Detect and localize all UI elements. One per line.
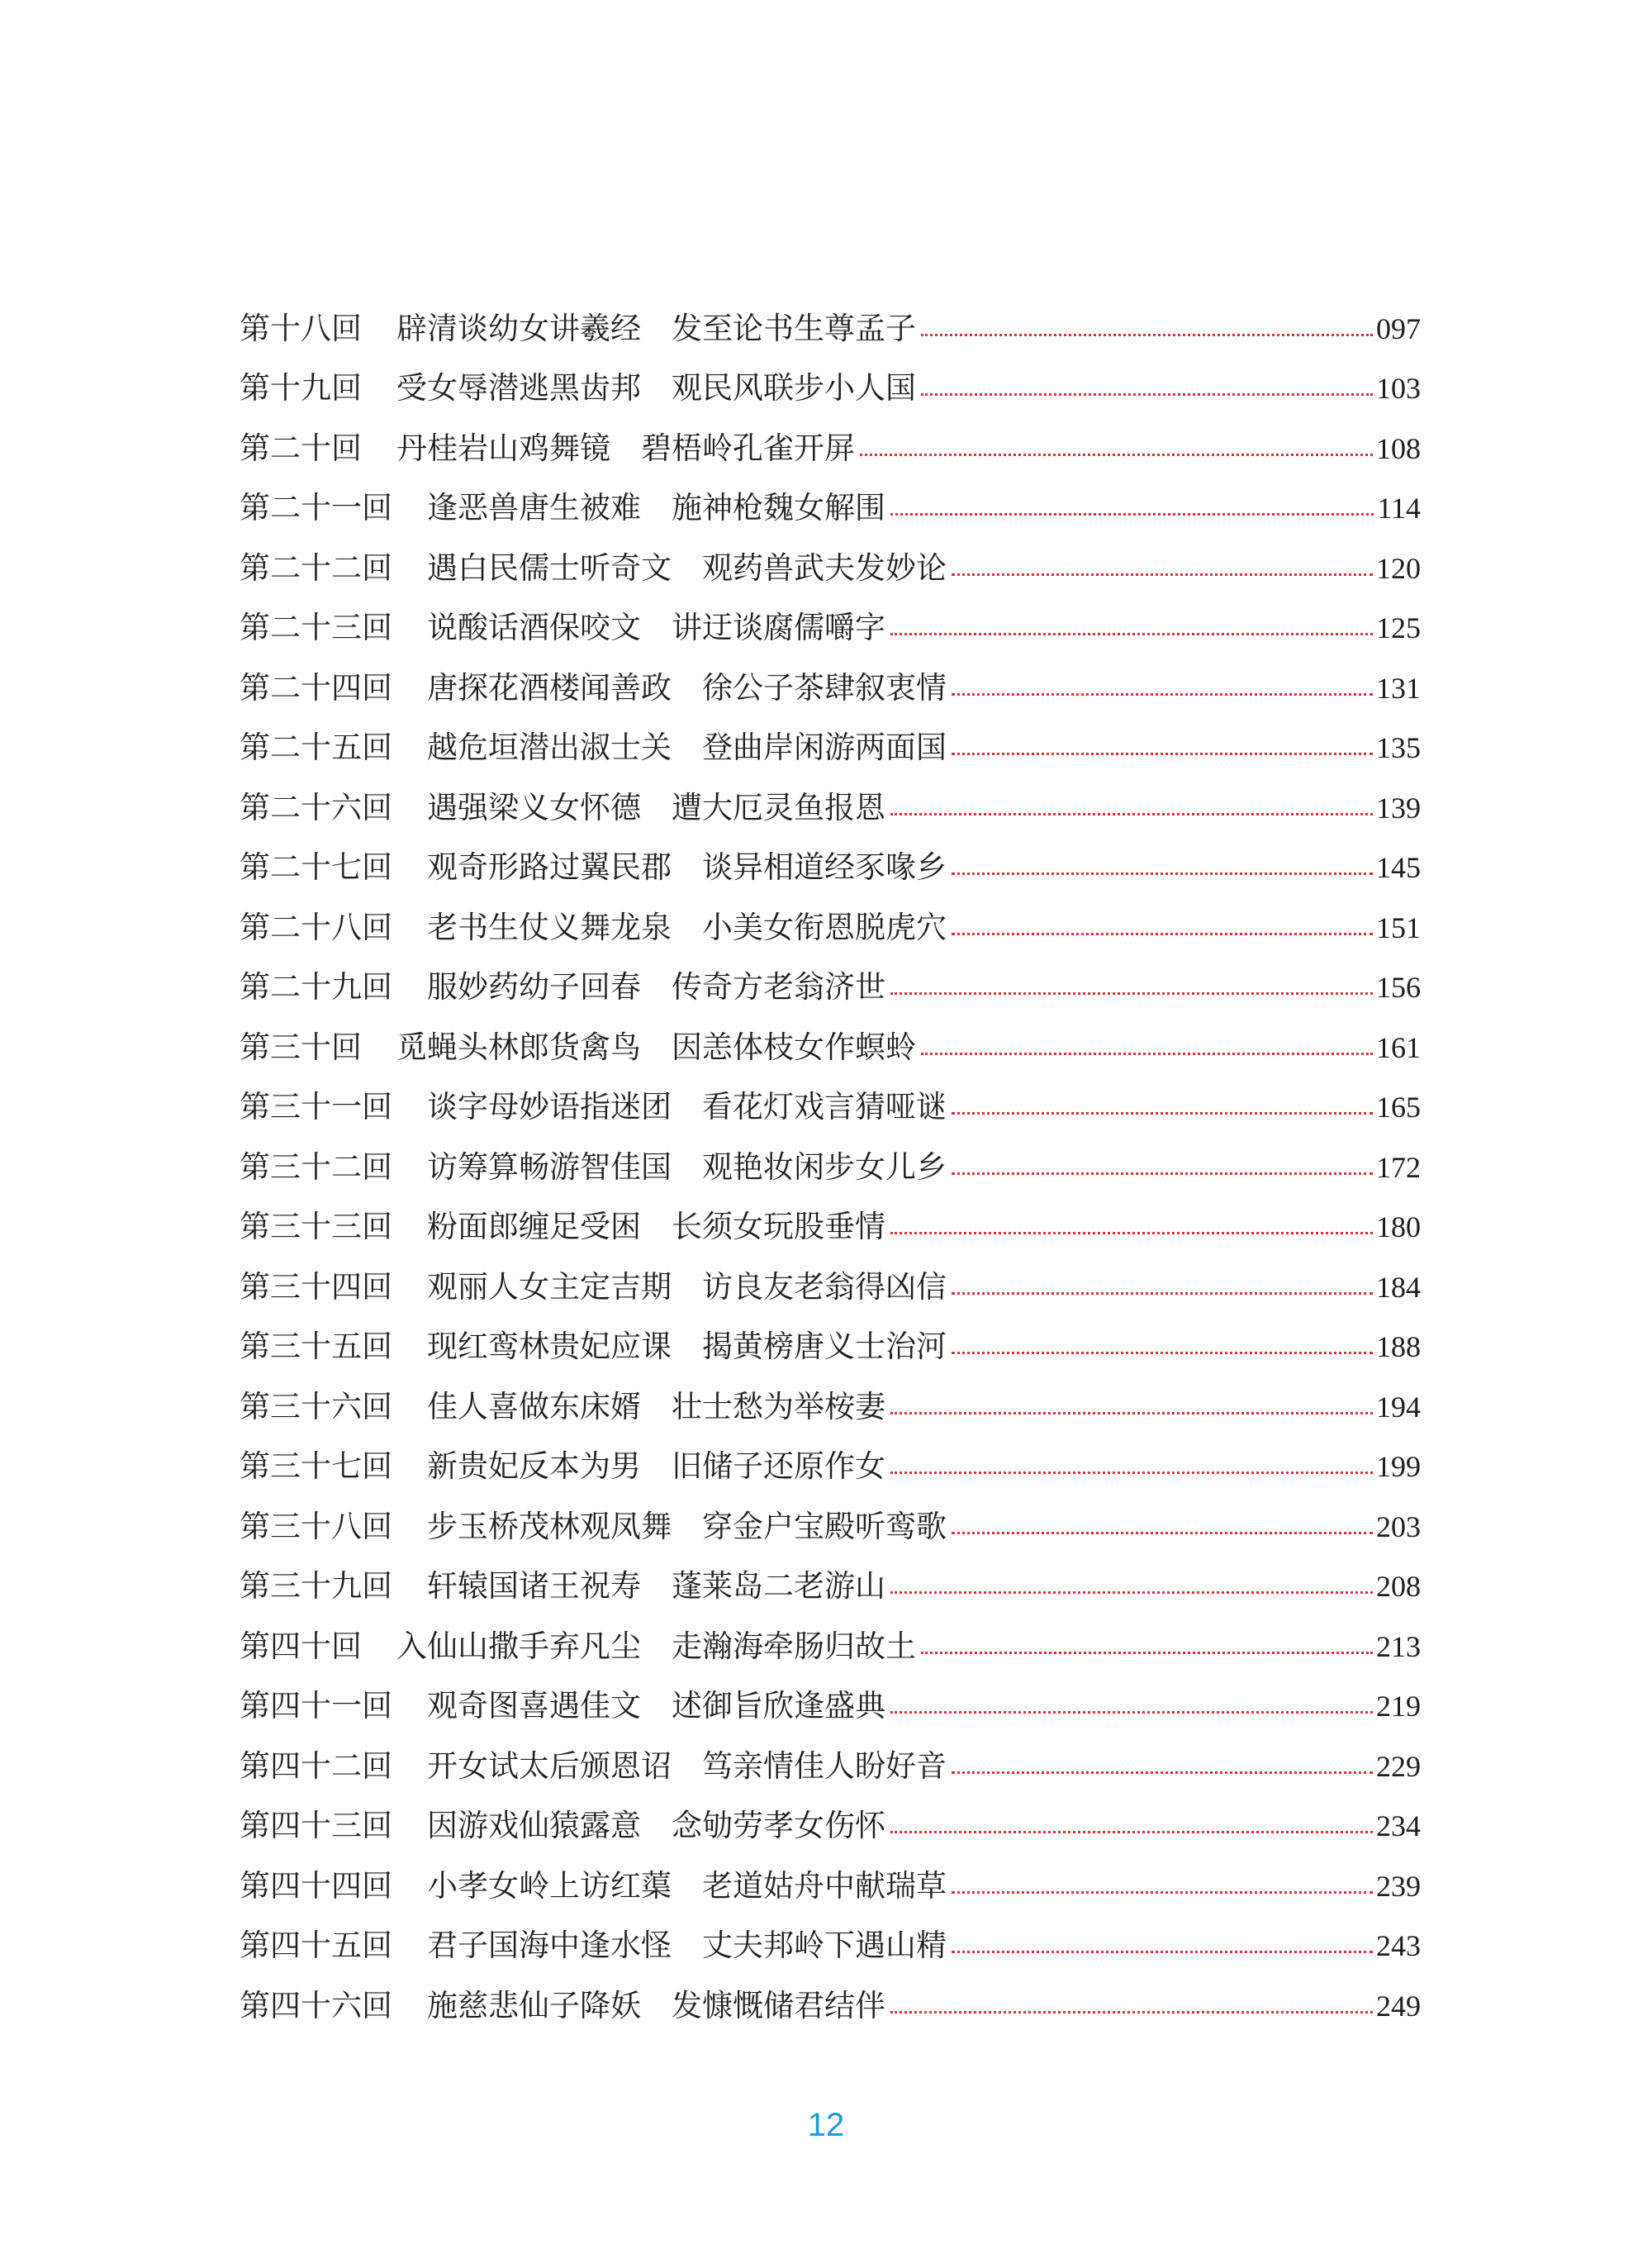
page-reference: 161 (1376, 1030, 1421, 1064)
dot-leader (890, 1412, 1373, 1414)
page-reference: 243 (1376, 1929, 1421, 1962)
toc-entry (240, 1601, 1421, 1662)
page-reference: 188 (1376, 1330, 1421, 1363)
toc-entry (240, 1721, 1421, 1784)
page-reference: 172 (1376, 1150, 1421, 1184)
chapter-number: 第三十八回 (240, 1508, 392, 1544)
page-reference: 234 (1376, 1809, 1421, 1842)
chapter-number: 第三十七回 (240, 1448, 392, 1484)
page-number: 12 (807, 2107, 845, 2143)
chapter-title: 丹桂岩山鸡舞镜 碧梧岭孔雀开屏 (396, 430, 855, 466)
chapter-number: 第二十三回 (240, 610, 392, 645)
page-reference: 180 (1376, 1210, 1421, 1243)
page-reference: 184 (1376, 1270, 1421, 1304)
toc-entry (240, 403, 1421, 464)
chapter-title: 老书生仗义舞龙泉 小美女衔恩脱虎穴 (427, 909, 947, 945)
chapter-title: 谈字母妙语指迷团 看花灯戏言猜哑谜 (427, 1089, 947, 1124)
page-reference: 208 (1376, 1570, 1421, 1603)
toc-entry (240, 1901, 1421, 1961)
dot-leader (921, 334, 1373, 336)
dot-leader (952, 1891, 1373, 1894)
page-reference: 151 (1376, 910, 1421, 944)
page-reference: 219 (1376, 1690, 1421, 1723)
dot-leader (952, 1532, 1373, 1534)
toc-entry (240, 1542, 1421, 1602)
chapter-title: 辟清谈幼女讲羲经 发至论书生尊孟子 (396, 310, 916, 346)
dot-leader (890, 1591, 1373, 1594)
dot-leader (921, 1652, 1373, 1654)
chapter-number: 第二十四回 (240, 669, 392, 706)
toc-entry (240, 943, 1421, 1003)
chapter-title: 现红鸾林贵妃应课 揭黄榜唐义士治河 (427, 1329, 947, 1364)
chapter-title: 新贵妃反本为男 旧储子还原作女 (427, 1448, 885, 1484)
page-reference: 135 (1376, 731, 1421, 764)
dot-leader (890, 2011, 1373, 2013)
chapter-number: 第十九回 (240, 370, 362, 406)
dot-leader (921, 393, 1373, 396)
dot-leader (890, 1471, 1373, 1474)
page-reference: 239 (1376, 1869, 1421, 1903)
chapter-title: 觅蝇头林郎货禽鸟 因恙体枝女作螟蛉 (396, 1029, 916, 1065)
chapter-number: 第三十五回 (240, 1329, 392, 1364)
toc-entry (240, 1781, 1421, 1842)
dot-leader (890, 813, 1373, 815)
chapter-title: 遇强梁义女怀德 遭大厄灵鱼报恩 (427, 789, 885, 825)
page-reference: 194 (1376, 1390, 1421, 1424)
page-reference: 108 (1376, 431, 1421, 465)
page-reference: 139 (1376, 791, 1421, 825)
page-reference: 165 (1376, 1091, 1421, 1124)
dot-leader (952, 1771, 1373, 1774)
page-reference: 114 (1377, 492, 1421, 525)
dot-leader (890, 992, 1373, 995)
toc-entry (240, 882, 1421, 943)
toc-entry (240, 583, 1421, 644)
chapter-title: 观奇形路过翼民郡 谈异相道经豕喙乡 (427, 849, 947, 885)
chapter-number: 第四十一回 (240, 1688, 392, 1723)
toc-entry (240, 1841, 1421, 1904)
dot-leader (890, 513, 1374, 516)
dot-leader (890, 1232, 1373, 1234)
chapter-number: 第二十九回 (240, 969, 392, 1005)
dot-leader (921, 1053, 1373, 1055)
chapter-number: 第二十八回 (240, 909, 392, 945)
chapter-number: 第三十三回 (240, 1209, 392, 1244)
chapter-number: 第四十回 (240, 1628, 362, 1664)
chapter-title: 观奇图喜遇佳文 述御旨欣逢盛典 (427, 1688, 885, 1723)
page-reference: 213 (1376, 1629, 1421, 1663)
chapter-title: 步玉桥茂林观凤舞 穿金户宝殿听鸾歌 (427, 1508, 947, 1544)
chapter-title: 访筹算畅游智佳国 观艳妆闲步女儿乡 (427, 1148, 947, 1185)
chapter-title: 唐探花酒楼闻善政 徐公子茶肆叙衷情 (427, 669, 947, 706)
page-reference: 125 (1376, 611, 1421, 644)
chapter-number: 第四十六回 (240, 1987, 392, 2023)
dot-leader (952, 693, 1373, 696)
chapter-title: 君子国海中逢水怪 丈夫邦岭下遇山精 (427, 1928, 947, 1963)
chapter-number: 第二十六回 (240, 789, 392, 825)
chapter-number: 第三十回 (240, 1029, 362, 1065)
toc-entry (240, 1422, 1421, 1482)
page-reference: 229 (1376, 1749, 1421, 1783)
dot-leader (952, 753, 1373, 755)
chapter-number: 第二十二回 (240, 549, 392, 586)
chapter-title: 粉面郎缠足受困 长须女玩股垂情 (427, 1209, 885, 1244)
dot-leader (890, 1831, 1373, 1833)
chapter-number: 第三十二回 (240, 1148, 392, 1185)
chapter-title: 开女试太后颁恩诏 笃亲情佳人盼好音 (427, 1747, 947, 1784)
dot-leader (952, 1352, 1373, 1354)
page-reference: 199 (1376, 1450, 1421, 1483)
chapter-number: 第三十四回 (240, 1268, 392, 1305)
toc-entry (240, 823, 1421, 883)
page-reference: 145 (1376, 851, 1421, 884)
toc-entry (240, 1182, 1421, 1243)
toc-entry (240, 523, 1421, 586)
toc-entry (240, 643, 1421, 706)
dot-leader (952, 872, 1373, 875)
toc-entry (240, 1063, 1421, 1123)
dot-leader (890, 1711, 1373, 1714)
chapter-title: 遇白民儒士听奇文 观药兽武夫发妙论 (427, 549, 947, 586)
chapter-number: 第二十一回 (240, 490, 392, 525)
toc-entry (240, 464, 1421, 524)
toc-entry (240, 1002, 1421, 1063)
toc-entry (240, 1362, 1421, 1422)
page-reference: 120 (1376, 551, 1421, 585)
toc-entry (240, 1302, 1421, 1362)
dot-leader (952, 573, 1373, 576)
page-reference: 103 (1376, 372, 1421, 405)
chapter-number: 第十八回 (240, 310, 362, 346)
dot-leader (890, 633, 1373, 635)
toc-entry (240, 344, 1421, 404)
page-reference: 156 (1376, 971, 1421, 1004)
chapter-title: 越危垣潜出淑士关 登曲岸闲游两面国 (427, 730, 947, 765)
chapter-title: 施慈悲仙子降妖 发慷慨储君结伴 (427, 1987, 885, 2023)
chapter-title: 逢恶兽唐生被难 施神枪魏女解围 (427, 490, 885, 525)
dot-leader (952, 933, 1373, 935)
dot-leader (860, 454, 1373, 456)
chapter-number: 第四十四回 (240, 1867, 392, 1904)
toc-entry (240, 1122, 1421, 1185)
chapter-number: 第四十五回 (240, 1928, 392, 1963)
toc-entry (240, 1242, 1421, 1305)
dot-leader (952, 1292, 1373, 1295)
chapter-title: 轩辕国诸王祝寿 蓬莱岛二老游山 (427, 1568, 885, 1604)
chapter-title: 因游戏仙猿露意 念劬劳孝女伤怀 (427, 1808, 885, 1843)
chapter-title: 佳人喜做东床婿 壮士愁为举桉妻 (427, 1388, 885, 1424)
dot-leader (952, 1172, 1373, 1175)
page-reference: 249 (1376, 1989, 1421, 2023)
toc-entry (240, 1481, 1421, 1542)
toc-entry (240, 703, 1421, 763)
chapter-title: 观丽人女主定吉期 访良友老翁得凶信 (427, 1268, 947, 1305)
chapter-number: 第三十九回 (240, 1568, 392, 1604)
chapter-number: 第四十二回 (240, 1747, 392, 1784)
chapter-title: 说酸话酒保咬文 讲迂谈腐儒嚼字 (427, 610, 885, 645)
dot-leader (952, 1951, 1373, 1953)
table-of-contents (240, 283, 1421, 2021)
chapter-number: 第四十三回 (240, 1808, 392, 1843)
toc-entry (240, 1961, 1421, 2021)
toc-entry (240, 1662, 1421, 1722)
page-reference: 131 (1376, 671, 1421, 705)
chapter-number: 第三十六回 (240, 1388, 392, 1424)
page-reference: 203 (1376, 1509, 1421, 1543)
chapter-title: 服妙药幼子回春 传奇方老翁济世 (427, 969, 885, 1005)
toc-entry (240, 283, 1421, 344)
chapter-number: 第二十回 (240, 430, 362, 466)
chapter-number: 第三十一回 (240, 1089, 392, 1124)
chapter-number: 第二十七回 (240, 849, 392, 885)
page-reference: 097 (1376, 311, 1421, 345)
chapter-title: 受女辱潜逃黑齿邦 观民风联步小人国 (396, 370, 916, 406)
chapter-title: 小孝女岭上访红蕖 老道姑舟中献瑞草 (427, 1867, 947, 1904)
toc-entry (240, 763, 1421, 823)
chapter-number: 第二十五回 (240, 730, 392, 765)
chapter-title: 入仙山撒手弃凡尘 走瀚海牵肠归故土 (396, 1628, 916, 1664)
dot-leader (952, 1112, 1373, 1115)
